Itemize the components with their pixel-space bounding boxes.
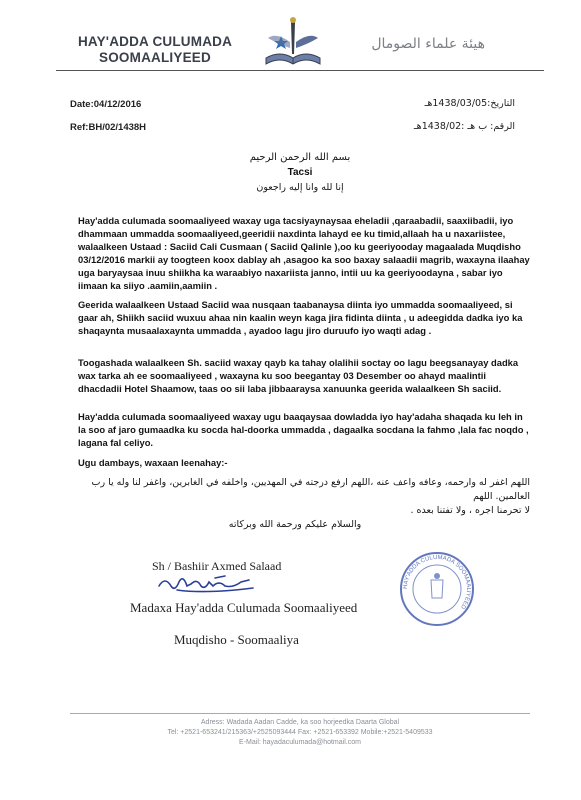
dua-line2: لا تحرمنا اجره ، ولا تفتنا بعده . (410, 505, 530, 516)
date-arabic: التاريخ:1438/03/05هـ (424, 98, 515, 109)
org-name-english (70, 34, 240, 66)
basmala: بسم الله الرحمن الرحيم (249, 152, 351, 163)
footer-contact (70, 718, 530, 748)
closing-intro: Ugu dambays, waxaan leenahay:- (78, 457, 228, 468)
org-name-arabic: هيئة علماء الصومال (371, 36, 485, 52)
footer-phones: Tel: +2521-653241/215363/+2525093444 Fax: +2521-653392 Mobile:+2521-5409533 (167, 729, 433, 736)
date-label: Date:04/12/2016 (70, 99, 142, 110)
organization-logo-icon (258, 14, 328, 74)
istirja-line: إنا لله وانا إليه راجعون (256, 182, 344, 193)
salaam-line: والسلام عليكم ورحمة الله وبركاته (228, 519, 362, 530)
handwritten-signature-icon (155, 572, 270, 596)
official-stamp-icon (398, 550, 476, 628)
paragraph-shooting: Toogashada walaalkeen Sh. saciid waxay qayb ka tahay olalihii soctay oo lagu beegsanayay dadka wax tarka ah ee soomaaliyeed , waxayna ku soo beegantay 03 Desember oo ahayd maalintii dhacdadii Hotel Shaamow, taas oo sii laba jibbaaraysa xanuunka geerida walaalkeen Sh saciid. (78, 357, 519, 394)
header-divider (56, 70, 544, 71)
footer-address: Adress: Wadada Aadan Cadde, ka soo horjeedka Daarta Global (200, 719, 400, 726)
org-name-line1: HAY'ADDA CULUMADA (77, 34, 233, 49)
paragraph-condolence: Hay'adda culumada soomaaliyeed waxay uga tacsiyaynaysaa eheladii ,qaraabadii, saaxiibadii, iyo dhammaan ummadda soomaaliyeed,geeridii naxdinta lahayd ee ku timid,allaah ha u naxariistee, walaalkeen Ustaad : Saciid Cali Cusmaan ( Saciid Qalinle ),oo ku geeriyooday magaalada Muqdisho 03/12/2016 markii ay toogteen koox dablay ah ,asagoo ka soo baxay salaadii magrib, waxayna ilaahay uga baryaysaa inuu shiikha ka waraabiyo naxariista janno, intii uu ka geeriyoodayna , sabar iyo iimaan ka siiyo .aamiin,aamiin . (78, 215, 530, 291)
signer-title: Madaxa Hay'adda Culumada Soomaaliyeed (130, 600, 358, 615)
paragraph-loss: Geerida walaalkeen Ustaad Saciid waa nusqaan taabanaysa diinta iyo ummadda soomaaliyeed, si gaar ah, Shiikh saciid wuxuu ahaa nin kaalin weyn kaga jira fidinta diinta , u adeegidda dadka iyo ka shaqaynta musaalaxaynta ummadda , ayadoo lagu jiro duruufo iyo waqti adag . (78, 299, 523, 336)
footer-divider (70, 713, 530, 714)
reference-label: Ref:BH/02/1438H (70, 122, 147, 133)
letter-subject: Tacsi (287, 167, 313, 178)
footer-email: E-Mail: hayadaculumada@hotmail.com (239, 739, 361, 746)
signer-city: Muqdisho - Soomaaliya (174, 632, 299, 647)
dua-line1: اللهم اغفر له وارحمه، وعافه واعف عنه ،اللهم ارفع درجته في المهديين، واخلفه في الغابرين، واغفر لنا وله يا رب العالمين. اللهم (91, 477, 530, 502)
dua-text (70, 476, 530, 518)
reference-arabic: الرقم: ب هـ :1438/02هـ (413, 121, 515, 132)
signer-name: Sh / Bashiir Axmed Salaad (152, 559, 282, 573)
stamp-ring-text: HAY'ADDA CULUMADA SOOMAALIYEED (402, 554, 472, 610)
org-name-line2: SOOMAALIYEED (99, 50, 211, 65)
paragraph-appeal: Hay'adda culumada soomaaliyeed waxay ugu baaqaysaa dowladda iyo hay'adaha shaqada ku leh in la soo af jaro gumaadka ku socda hal-doorka ummadda , dagaalka socdana la fahmo ,lala fac noqdo , lagana fal celiyo. (78, 411, 529, 448)
